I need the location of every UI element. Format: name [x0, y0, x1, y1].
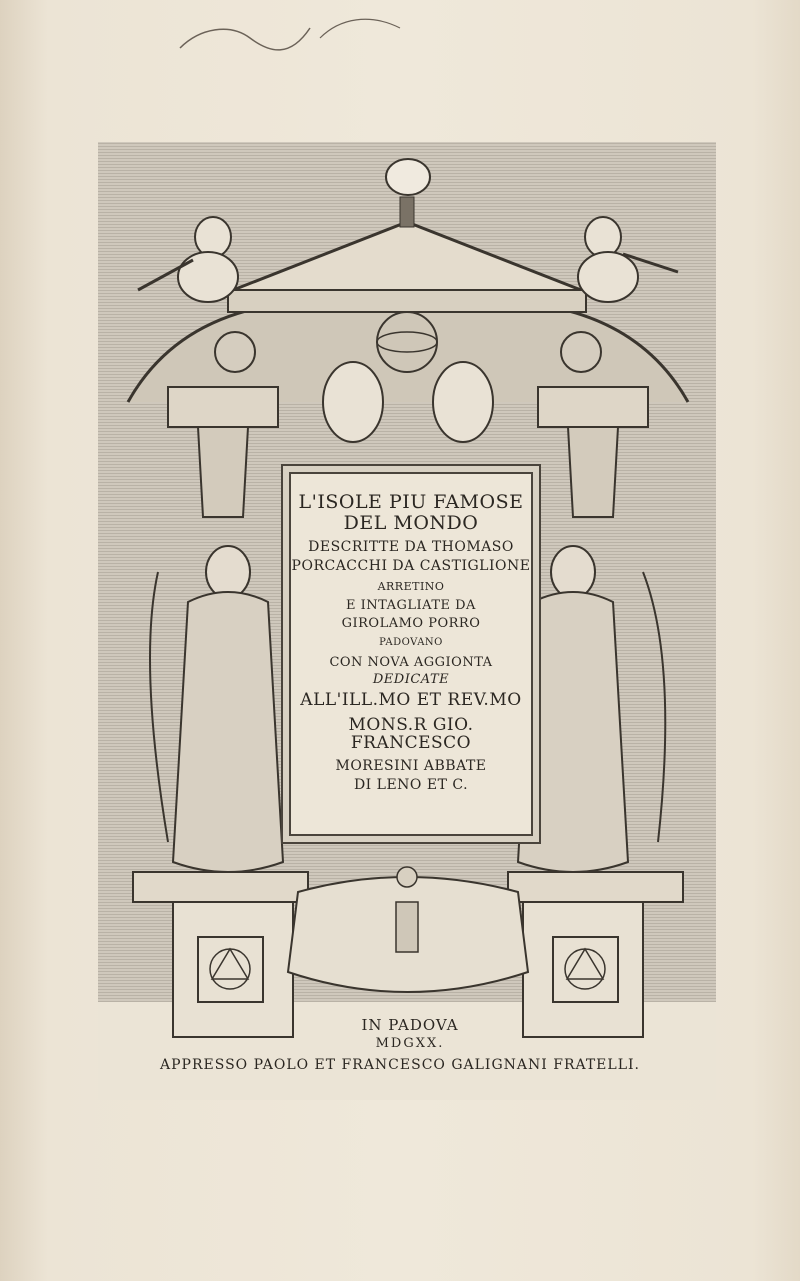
cherub-right — [578, 217, 678, 302]
imprint-place: IN PADOVA — [361, 1016, 459, 1034]
title-line-6: E INTAGLIATE DA — [346, 597, 476, 613]
title-line-5: ARRETINO — [377, 579, 445, 593]
left-atlas-figure — [150, 546, 283, 872]
handwritten-note — [170, 8, 410, 68]
imprint — [0, 1016, 800, 1073]
title-line-3: DESCRITTE DA THOMASO — [308, 538, 514, 555]
title-line-7: GIROLAMO PORRO — [341, 615, 481, 631]
title-line-14: DI LENO ET C. — [353, 777, 469, 794]
title-line-12: MONS.R GIO. FRANCESCO — [348, 714, 474, 754]
title-cartouche — [289, 472, 533, 836]
title-line-4: PORCACCHI DA CASTIGLIONE — [291, 558, 531, 575]
title-line-8: PADOVANO — [379, 637, 443, 649]
imprint-year: MDGXX. — [375, 1036, 445, 1051]
title-line-1: L'ISOLE PIU FAMOSE — [298, 491, 524, 513]
emblem-cartouche — [288, 867, 528, 992]
title-line-10: DEDICATE — [372, 671, 450, 687]
engraved-plate — [98, 142, 716, 1100]
title-line-2: DEL MONDO — [343, 511, 479, 534]
title-line-13: MORESINI ABBATE — [335, 757, 487, 774]
title-line-9: CON NOVA AGGIONTA — [329, 655, 493, 671]
title-text — [291, 492, 531, 794]
cherub-left — [138, 217, 238, 302]
title-line-11: ALL'ILL.MO ET REV.MO — [300, 689, 522, 710]
right-atlas-figure — [518, 546, 665, 872]
imprint-publisher: APPRESSO PAOLO ET FRANCESCO GALIGNANI FRATELLI. — [160, 1057, 640, 1073]
